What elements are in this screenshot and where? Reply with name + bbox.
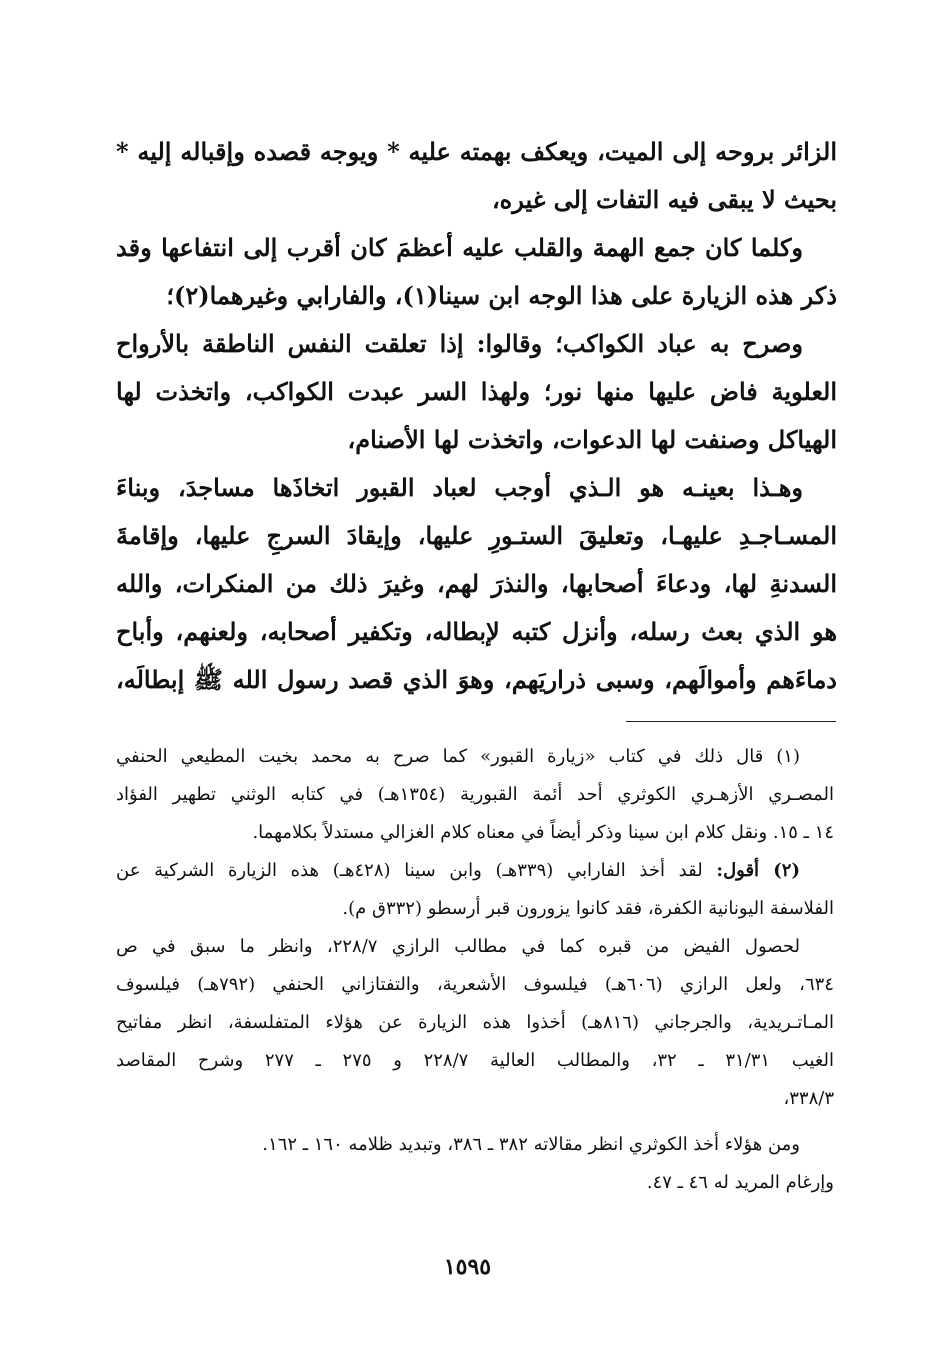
main-text-body [116,128,837,704]
footnote-2-line: ٦٣٤، ولعل الرازي (٦٠٦هـ) فيلسوف الأشعرية، والتفتازاني الحنفي (٧٩٢هـ) فيلسوف [116,974,834,995]
footnote-2-line: الغيب ٣١/٣١ ـ ٣٢، والمطالب العالية ٢٢٨/٧ و ٢٧٥ ـ ٢٧٧ وشرح المقاصد [116,1050,835,1071]
main-text-line: الزائر بروحه إلى الميت، ويعكف بهمته عليه * ويوجه قصده وإقباله إليه * [116,137,837,166]
footnote-2-line: المـاتـريدية، والجرجاني (٨١٦هـ) أخذوا هذه الزيارة عن هؤلاء المتفلسفة، انظر مفاتيح [116,1012,834,1033]
footnote-2-line: الفلاسفة اليونانية الكفرة، فقد كانوا يزورون قبر أرسطو (٣٣٢ق م). [342,898,834,919]
main-text-line: الهياكل وصنفت لها الدعوات، واتخذت لها الأصنام، [347,425,837,454]
footnote-2-line: لحصول الفيض من قبره كما في مطالب الرازي ٢٢٨/٧، وانظر ما سبق في ص [116,936,800,957]
main-text-line: العلوية فاض عليها منها نور؛ ولهذا السر عبدت الكواكب، واتخذت لها [116,377,838,406]
footnote-1-line: ١٤ ـ ١٥. ونقل كلام ابن سينا وذكر أيضاً في معناه كلام الغزالي مستدلاً بكلامهما. [252,822,834,843]
main-text-line: وهـذا بعينـه هو الـذي أوجب لعباد القبور اتخاذَها مساجدَ، وبناءَ [116,473,803,502]
main-text-line: السدنةِ لها، ودعاءَ أصحابها، والنذرَ لهم، وغيرَ ذلك من المنكرات، والله [116,569,837,598]
main-text-line: وكلما كان جمع الهمة والقلب عليه أعظمَ كان أقرب إلى انتفاعها وقد [116,233,803,262]
main-text-line: المسـاجـدِ عليهـا، وتعليقَ الستـورِ عليها، وإيقادَ السرجِ عليها، وإقامةَ [116,521,837,550]
footnote-3-line: وإرغام المريد له ٤٦ ـ ٤٧. [646,1172,834,1193]
page-number: ١٥٩٥ [443,1254,492,1280]
footnote-2-line: ٣٣٨/٣، [783,1088,834,1109]
main-text-line: دماءَهم وأموالَهم، وسبى ذراريَهم، وهوَ الذي قصد رسول الله ﷺ إبطالَه، [116,665,837,694]
main-text-line: ذكر هذه الزيارة على هذا الوجه ابن سينا(١)، والفارابي وغيرهما(٢)؛ [166,281,837,310]
footnote-spacer [116,1118,834,1126]
main-text-line: هو الذي بعث رسله، وأنزل كتبه لإبطاله، وتكفير أصحابه، ولعنهم، وأباح [116,617,838,646]
footnote-2-line [116,852,834,890]
footnote-2-first-text: لقد أخذ الفارابي (٣٣٩هـ) وابن سينا (٤٢٨هـ) هذه الزيارة الشركية عن [116,860,717,881]
footnote-2-label: (٢) أقول: [716,860,800,881]
footnote-1-line: المصـري الأزهـري الكوثري أحد أئمة القبورية (١٣٥٤هـ) في كتابه الوثني تطهير الفؤاد [116,784,834,805]
footnote-3-line: ومن هؤلاء أخذ الكوثري انظر مقالاته ٣٨٢ ـ ٣٨٦، وتبديد ظلامه ١٦٠ ـ ١٦٢. [262,1134,800,1155]
footnotes-section [116,738,834,1202]
footnote-separator [626,721,836,722]
footnote-1-line: (١) قال ذلك في كتاب «زيارة القبور» كما صرح به محمد بخيت المطيعي الحنفي [116,746,800,767]
main-text-line: بحيث لا يبقى فيه التفات إلى غيره، [491,185,837,214]
main-text-line: وصرح به عباد الكواكب؛ وقالوا: إذا تعلقت النفس الناطقة بالأرواح [116,329,803,358]
